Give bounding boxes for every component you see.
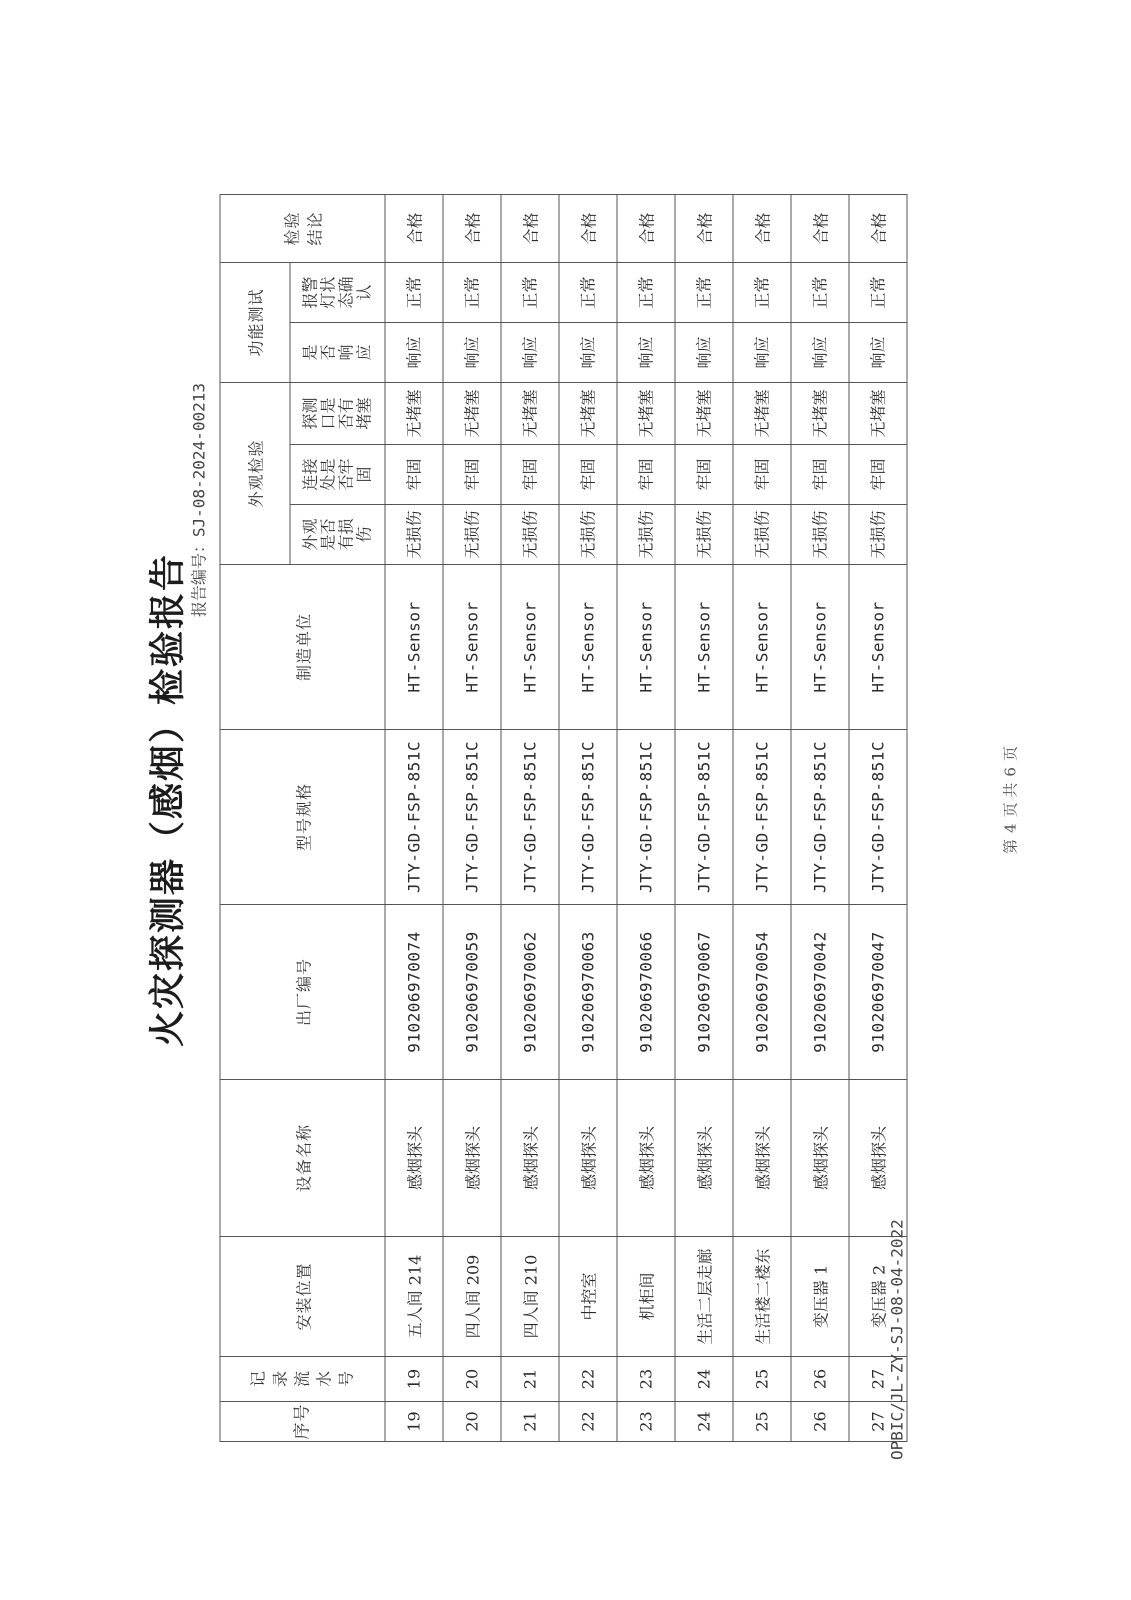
header-seq	[220, 1402, 385, 1442]
cell-location: 变压器 2	[849, 1237, 907, 1357]
cell-maker: HT-Sensor	[617, 565, 675, 730]
table-row	[385, 195, 443, 1442]
header-function-alarm-text: 报警灯状态确认	[300, 276, 374, 309]
cell-seq: 23	[617, 1402, 675, 1442]
header-seq-text: 序号	[292, 1403, 313, 1440]
cell-alarm: 正常	[385, 263, 443, 323]
cell-block: 无堵塞	[849, 383, 907, 445]
cell-seq: 25	[733, 1402, 791, 1442]
cell-maker: HT-Sensor	[733, 565, 791, 730]
cell-location: 变压器 1	[791, 1237, 849, 1357]
cell-block: 无堵塞	[443, 383, 501, 445]
cell-joint: 牢固	[559, 445, 617, 505]
cell-block: 无堵塞	[559, 383, 617, 445]
cell-conclusion: 合格	[733, 195, 791, 263]
cell-model: JTY-GD-FSP-851C	[675, 730, 733, 905]
cell-damage: 无损伤	[849, 505, 907, 565]
cell-location: 五人间 214	[385, 1237, 443, 1357]
cell-location: 生活二层走廊	[675, 1237, 733, 1357]
cell-maker: HT-Sensor	[675, 565, 733, 730]
header-factory-no: 出厂编号	[220, 905, 385, 1080]
header-appearance: 外观检验	[220, 383, 290, 565]
header-appearance-joint	[290, 445, 385, 505]
cell-response: 响应	[385, 323, 443, 383]
cell-damage: 无损伤	[559, 505, 617, 565]
cell-block: 无堵塞	[733, 383, 791, 445]
cell-factory-no: 910206970042	[791, 905, 849, 1080]
cell-model: JTY-GD-FSP-851C	[559, 730, 617, 905]
page-middle: 页 共	[1001, 782, 1020, 818]
header-maker: 制造单位	[220, 565, 385, 730]
header-appearance-block	[290, 383, 385, 445]
cell-joint: 牢固	[385, 445, 443, 505]
table-row	[559, 195, 617, 1442]
header-record-text: 记录流水号	[248, 1371, 356, 1388]
cell-maker: HT-Sensor	[385, 565, 443, 730]
cell-response: 响应	[849, 323, 907, 383]
cell-record: 27	[849, 1357, 907, 1402]
cell-maker: HT-Sensor	[443, 565, 501, 730]
cell-alarm: 正常	[617, 263, 675, 323]
table-row	[617, 195, 675, 1442]
cell-response: 响应	[443, 323, 501, 383]
cell-response: 响应	[501, 323, 559, 383]
header-record	[220, 1357, 385, 1402]
cell-conclusion: 合格	[675, 195, 733, 263]
cell-block: 无堵塞	[385, 383, 443, 445]
cell-conclusion: 合格	[791, 195, 849, 263]
cell-factory-no: 910206970059	[443, 905, 501, 1080]
document-id: OPBIC/JL-ZY-SJ-08-04-2022	[887, 1219, 907, 1460]
cell-conclusion: 合格	[385, 195, 443, 263]
cell-seq: 26	[791, 1402, 849, 1442]
cell-joint: 牢固	[675, 445, 733, 505]
cell-joint: 牢固	[617, 445, 675, 505]
inspection-table	[220, 194, 908, 1442]
cell-factory-no: 910206970063	[559, 905, 617, 1080]
cell-seq: 24	[675, 1402, 733, 1442]
cell-record: 22	[559, 1357, 617, 1402]
report-number-value: SJ-08-2024-00213	[189, 383, 209, 538]
cell-location: 四人间 209	[443, 1237, 501, 1357]
page-total: 6	[1001, 767, 1020, 777]
cell-block: 无堵塞	[501, 383, 559, 445]
cell-location: 中控室	[559, 1237, 617, 1357]
cell-record: 21	[501, 1357, 559, 1402]
table-row	[733, 195, 791, 1442]
cell-seq: 21	[501, 1402, 559, 1442]
table-row	[443, 195, 501, 1442]
cell-device: 感烟探头	[617, 1080, 675, 1237]
page-suffix: 页	[1001, 746, 1020, 762]
cell-block: 无堵塞	[791, 383, 849, 445]
header-device: 设备名称	[220, 1080, 385, 1237]
cell-factory-no: 910206970066	[617, 905, 675, 1080]
cell-location: 四人间 210	[501, 1237, 559, 1357]
cell-device: 感烟探头	[791, 1080, 849, 1237]
cell-factory-no: 910206970062	[501, 905, 559, 1080]
cell-seq: 19	[385, 1402, 443, 1442]
cell-damage: 无损伤	[733, 505, 791, 565]
cell-seq: 27	[849, 1402, 907, 1442]
cell-model: JTY-GD-FSP-851C	[385, 730, 443, 905]
cell-joint: 牢固	[501, 445, 559, 505]
cell-device: 感烟探头	[559, 1080, 617, 1237]
cell-block: 无堵塞	[617, 383, 675, 445]
cell-maker: HT-Sensor	[849, 565, 907, 730]
cell-conclusion: 合格	[849, 195, 907, 263]
cell-location: 生活楼二楼东	[733, 1237, 791, 1357]
cell-joint: 牢固	[791, 445, 849, 505]
header-function-alarm	[290, 263, 385, 323]
cell-response: 响应	[733, 323, 791, 383]
cell-seq: 20	[443, 1402, 501, 1442]
header-function-response	[290, 323, 385, 383]
cell-damage: 无损伤	[443, 505, 501, 565]
cell-model: JTY-GD-FSP-851C	[443, 730, 501, 905]
header-location: 安装位置	[220, 1237, 385, 1357]
table-row	[501, 195, 559, 1442]
cell-alarm: 正常	[791, 263, 849, 323]
cell-alarm: 正常	[443, 263, 501, 323]
cell-block: 无堵塞	[675, 383, 733, 445]
header-function: 功能测试	[220, 263, 290, 383]
cell-alarm: 正常	[559, 263, 617, 323]
report-number-label: 报告编号：	[189, 537, 209, 618]
cell-damage: 无损伤	[617, 505, 675, 565]
cell-factory-no: 910206970054	[733, 905, 791, 1080]
cell-alarm: 正常	[849, 263, 907, 323]
cell-response: 响应	[559, 323, 617, 383]
cell-model: JTY-GD-FSP-851C	[791, 730, 849, 905]
header-conclusion	[220, 195, 385, 263]
cell-damage: 无损伤	[675, 505, 733, 565]
cell-model: JTY-GD-FSP-851C	[617, 730, 675, 905]
cell-record: 26	[791, 1357, 849, 1402]
cell-device: 感烟探头	[733, 1080, 791, 1237]
cell-model: JTY-GD-FSP-851C	[733, 730, 791, 905]
cell-device: 感烟探头	[675, 1080, 733, 1237]
header-function-response-text: 是否响应	[300, 344, 374, 361]
table-row	[675, 195, 733, 1442]
cell-joint: 牢固	[443, 445, 501, 505]
cell-damage: 无损伤	[501, 505, 559, 565]
cell-maker: HT-Sensor	[501, 565, 559, 730]
cell-maker: HT-Sensor	[559, 565, 617, 730]
cell-seq: 22	[559, 1402, 617, 1442]
report-title: 火灾探测器（感烟）检验报告	[146, 553, 189, 1048]
cell-alarm: 正常	[675, 263, 733, 323]
header-appearance-joint-text: 连接处是否牢固	[300, 458, 374, 491]
cell-conclusion: 合格	[559, 195, 617, 263]
cell-model: JTY-GD-FSP-851C	[849, 730, 907, 905]
page-number	[1000, 0, 1021, 1600]
cell-alarm: 正常	[733, 263, 791, 323]
cell-factory-no: 910206970074	[385, 905, 443, 1080]
cell-conclusion: 合格	[617, 195, 675, 263]
cell-record: 25	[733, 1357, 791, 1402]
cell-device: 感烟探头	[849, 1080, 907, 1237]
header-appearance-damage-text: 外观是否有损伤	[300, 518, 374, 551]
cell-damage: 无损伤	[791, 505, 849, 565]
cell-model: JTY-GD-FSP-851C	[501, 730, 559, 905]
cell-joint: 牢固	[733, 445, 791, 505]
cell-joint: 牢固	[849, 445, 907, 505]
header-appearance-damage	[290, 505, 385, 565]
cell-response: 响应	[675, 323, 733, 383]
cell-conclusion: 合格	[501, 195, 559, 263]
cell-response: 响应	[791, 323, 849, 383]
cell-device: 感烟探头	[385, 1080, 443, 1237]
cell-maker: HT-Sensor	[791, 565, 849, 730]
table-row	[791, 195, 849, 1442]
cell-device: 感烟探头	[443, 1080, 501, 1237]
cell-location: 机柜间	[617, 1237, 675, 1357]
cell-record: 24	[675, 1357, 733, 1402]
cell-damage: 无损伤	[385, 505, 443, 565]
cell-alarm: 正常	[501, 263, 559, 323]
header-model: 型号规格	[220, 730, 385, 905]
page-prefix: 第	[1001, 838, 1020, 854]
cell-record: 23	[617, 1357, 675, 1402]
cell-response: 响应	[617, 323, 675, 383]
cell-record: 20	[443, 1357, 501, 1402]
cell-factory-no: 910206970047	[849, 905, 907, 1080]
header-conclusion-text: 检验结论	[282, 211, 325, 246]
cell-factory-no: 910206970067	[675, 905, 733, 1080]
header-appearance-block-text: 探测口是否有堵塞	[300, 397, 374, 430]
page-current: 4	[1001, 823, 1020, 833]
report-number	[187, 383, 210, 617]
cell-record: 19	[385, 1357, 443, 1402]
cell-conclusion: 合格	[443, 195, 501, 263]
cell-device: 感烟探头	[501, 1080, 559, 1237]
